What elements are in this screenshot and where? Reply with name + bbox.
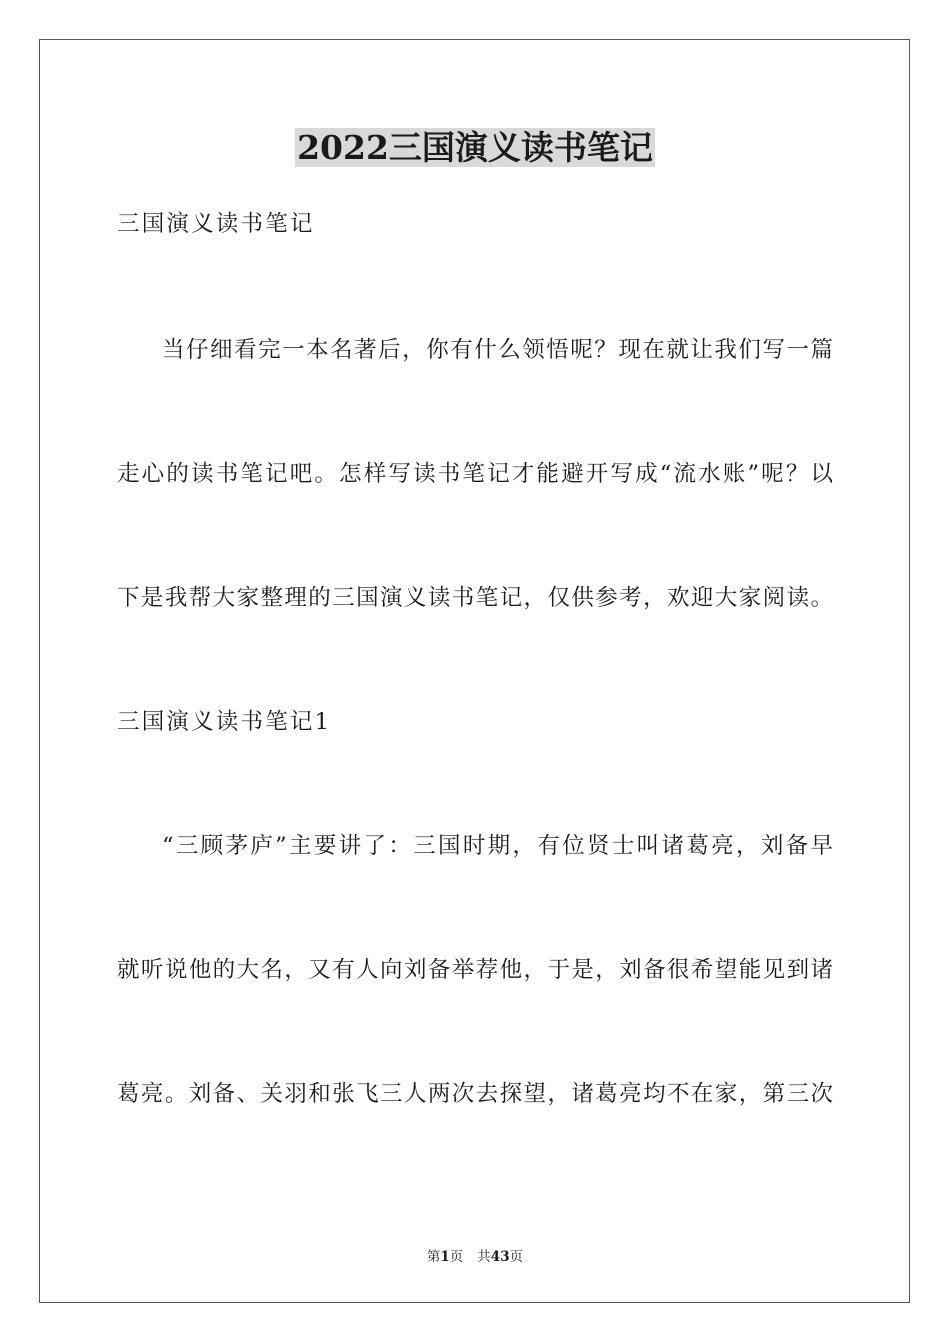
- paragraph-line: 葛亮。刘备、关羽和张飞三人两次去探望，诸葛亮均不在家，第三次: [117, 1081, 833, 1107]
- paragraph-line: 当仔细看完一本名著后，你有什么领悟呢？现在就让我们写一篇: [162, 337, 833, 363]
- document-title-text: 2022三国演义读书笔记: [297, 128, 653, 167]
- section-heading: 三国演义读书笔记1: [117, 709, 332, 735]
- subtitle-line: 三国演义读书笔记: [117, 211, 315, 237]
- footer-total-suffix: 页: [509, 1249, 524, 1265]
- footer-page-suffix: 页: [449, 1249, 464, 1265]
- paragraph-line: 就听说他的大名，又有人向刘备举荐他，于是，刘备很希望能见到诸: [117, 957, 833, 983]
- paragraph-line: 下是我帮大家整理的三国演义读书笔记，仅供参考，欢迎大家阅读。: [117, 585, 833, 611]
- footer-page-number: 1: [440, 1249, 450, 1265]
- document-title: [0, 124, 950, 172]
- footer-page-prefix: 第: [426, 1249, 441, 1265]
- paragraph-line: “三顾茅庐”主要讲了：三国时期，有位贤士叫诸葛亮，刘备早: [162, 833, 833, 859]
- page-footer: [0, 1248, 950, 1266]
- paragraph-line: 走心的读书笔记吧。怎样写读书笔记才能避开写成“流水账”呢？以: [117, 461, 833, 487]
- footer-total-pages: 43: [490, 1249, 510, 1265]
- footer-total-prefix: 共: [477, 1249, 491, 1265]
